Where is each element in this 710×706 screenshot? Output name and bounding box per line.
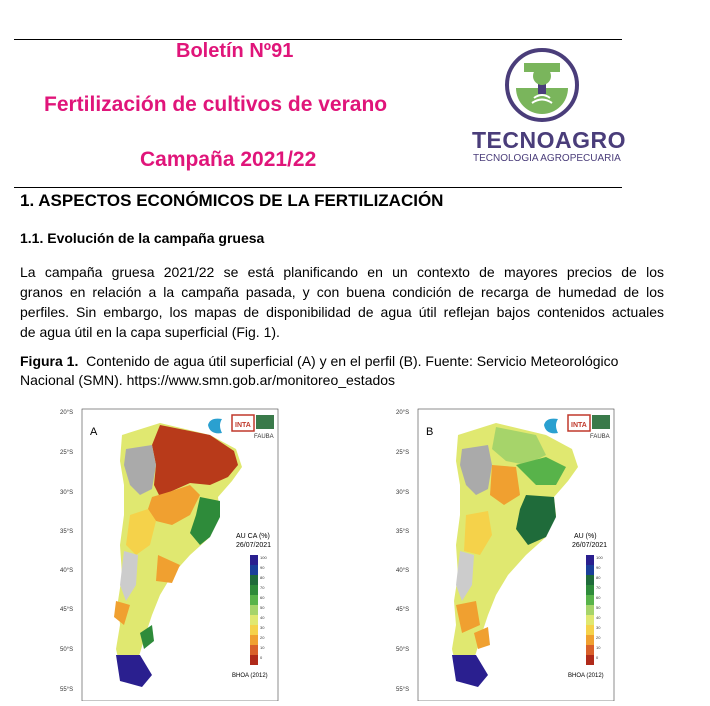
lat-axis (396, 410, 409, 693)
fauba-logo: FAUBA (254, 434, 274, 440)
paragraph (20, 262, 664, 342)
lat-tick: 45°S (396, 607, 410, 613)
logo-tagline: TECNOLOGIA AGROPECUARIA (473, 153, 621, 164)
legend-date: 26/07/2021 (572, 542, 608, 549)
page-title: Fertilización de cultivos de verano (44, 93, 388, 116)
legend-source: BHOA (2012) (232, 673, 268, 679)
lat-tick: 20°S (60, 410, 74, 416)
section-heading: 1. ASPECTOS ECONÓMICOS DE LA FERTILIZACIÓN (20, 191, 444, 210)
svg-text:70: 70 (260, 585, 265, 590)
svg-text:80: 80 (260, 575, 265, 580)
paragraph-line: La campaña gruesa 2021/22 se está planificando en un contexto de mayores precios de los (20, 264, 664, 280)
svg-text:10: 10 (260, 645, 265, 650)
lat-tick: 30°S (396, 490, 410, 496)
figure-caption-line: Contenido de agua útil superficial (A) y en el perfil (B). Fuente: Servicio Meteorológico (86, 353, 619, 369)
color-scale (586, 555, 594, 665)
svg-text:80: 80 (596, 575, 601, 580)
fauba-logo: FAUBA (590, 434, 610, 440)
section-rule (14, 187, 622, 188)
figure-caption (20, 352, 680, 390)
lat-tick: 55°S (396, 687, 410, 693)
tecnoagro-logo-icon (502, 46, 582, 124)
figure-label: Figura 1. (20, 353, 79, 369)
lat-tick: 40°S (396, 568, 410, 574)
lat-tick: 30°S (60, 490, 74, 496)
svg-text:30: 30 (260, 625, 265, 630)
lat-tick: 35°S (60, 529, 74, 535)
inta-logo: INTA (235, 422, 251, 429)
top-rule (14, 39, 622, 40)
bulletin-number: Boletín Nº91 (176, 40, 294, 62)
svg-text:60: 60 (260, 595, 265, 600)
svg-text:20: 20 (260, 635, 265, 640)
lat-tick: 25°S (396, 450, 410, 456)
subsection-heading: 1.1. Evolución de la campaña gruesa (20, 230, 265, 246)
legend-date: 26/07/2021 (236, 542, 272, 549)
lat-tick: 40°S (60, 568, 74, 574)
svg-text:100: 100 (596, 555, 603, 560)
lat-tick: 45°S (60, 607, 74, 613)
lat-tick: 50°S (60, 647, 74, 653)
paragraph-line: perfiles. Sin embargo, los mapas de disponibilidad de agua útil reflejan bajos contenidos actuales (20, 304, 664, 320)
inta-logo: INTA (571, 422, 587, 429)
logo-name: TECNOAGRO (472, 127, 626, 153)
lat-axis (60, 410, 73, 693)
map-letter: A (90, 426, 98, 438)
legend-source: BHOA (2012) (568, 673, 604, 679)
svg-text:0: 0 (260, 655, 263, 660)
svg-text:60: 60 (596, 595, 601, 600)
svg-text:90: 90 (596, 565, 601, 570)
map-b (396, 405, 616, 701)
lat-tick: 50°S (396, 647, 410, 653)
color-scale (250, 555, 258, 665)
lat-tick: 20°S (396, 410, 410, 416)
map-letter: B (426, 426, 434, 438)
svg-text:70: 70 (596, 585, 601, 590)
svg-text:20: 20 (596, 635, 601, 640)
lat-tick: 25°S (60, 450, 74, 456)
paragraph-line: de agua útil en la capa superficial (Fig. 1). (20, 324, 280, 340)
svg-text:90: 90 (260, 565, 265, 570)
svg-text:40: 40 (596, 615, 601, 620)
svg-text:30: 30 (596, 625, 601, 630)
svg-text:10: 10 (596, 645, 601, 650)
campaign-title: Campaña 2021/22 (140, 148, 317, 171)
svg-text:50: 50 (260, 605, 265, 610)
svg-text:0: 0 (596, 655, 599, 660)
map-a (60, 405, 280, 701)
paragraph-line: granos en relación a la campaña pasada, y con buena condición de recarga de humedad de los (20, 284, 664, 300)
lat-tick: 35°S (396, 529, 410, 535)
svg-text:50: 50 (596, 605, 601, 610)
svg-text:40: 40 (260, 615, 265, 620)
legend-title: AU (%) (574, 533, 597, 540)
figure-caption-line: Nacional (SMN). https://www.smn.gob.ar/monitoreo_estados (20, 372, 396, 388)
svg-text:100: 100 (260, 555, 267, 560)
lat-tick: 55°S (60, 687, 74, 693)
legend-title: AU CA (%) (236, 533, 270, 540)
